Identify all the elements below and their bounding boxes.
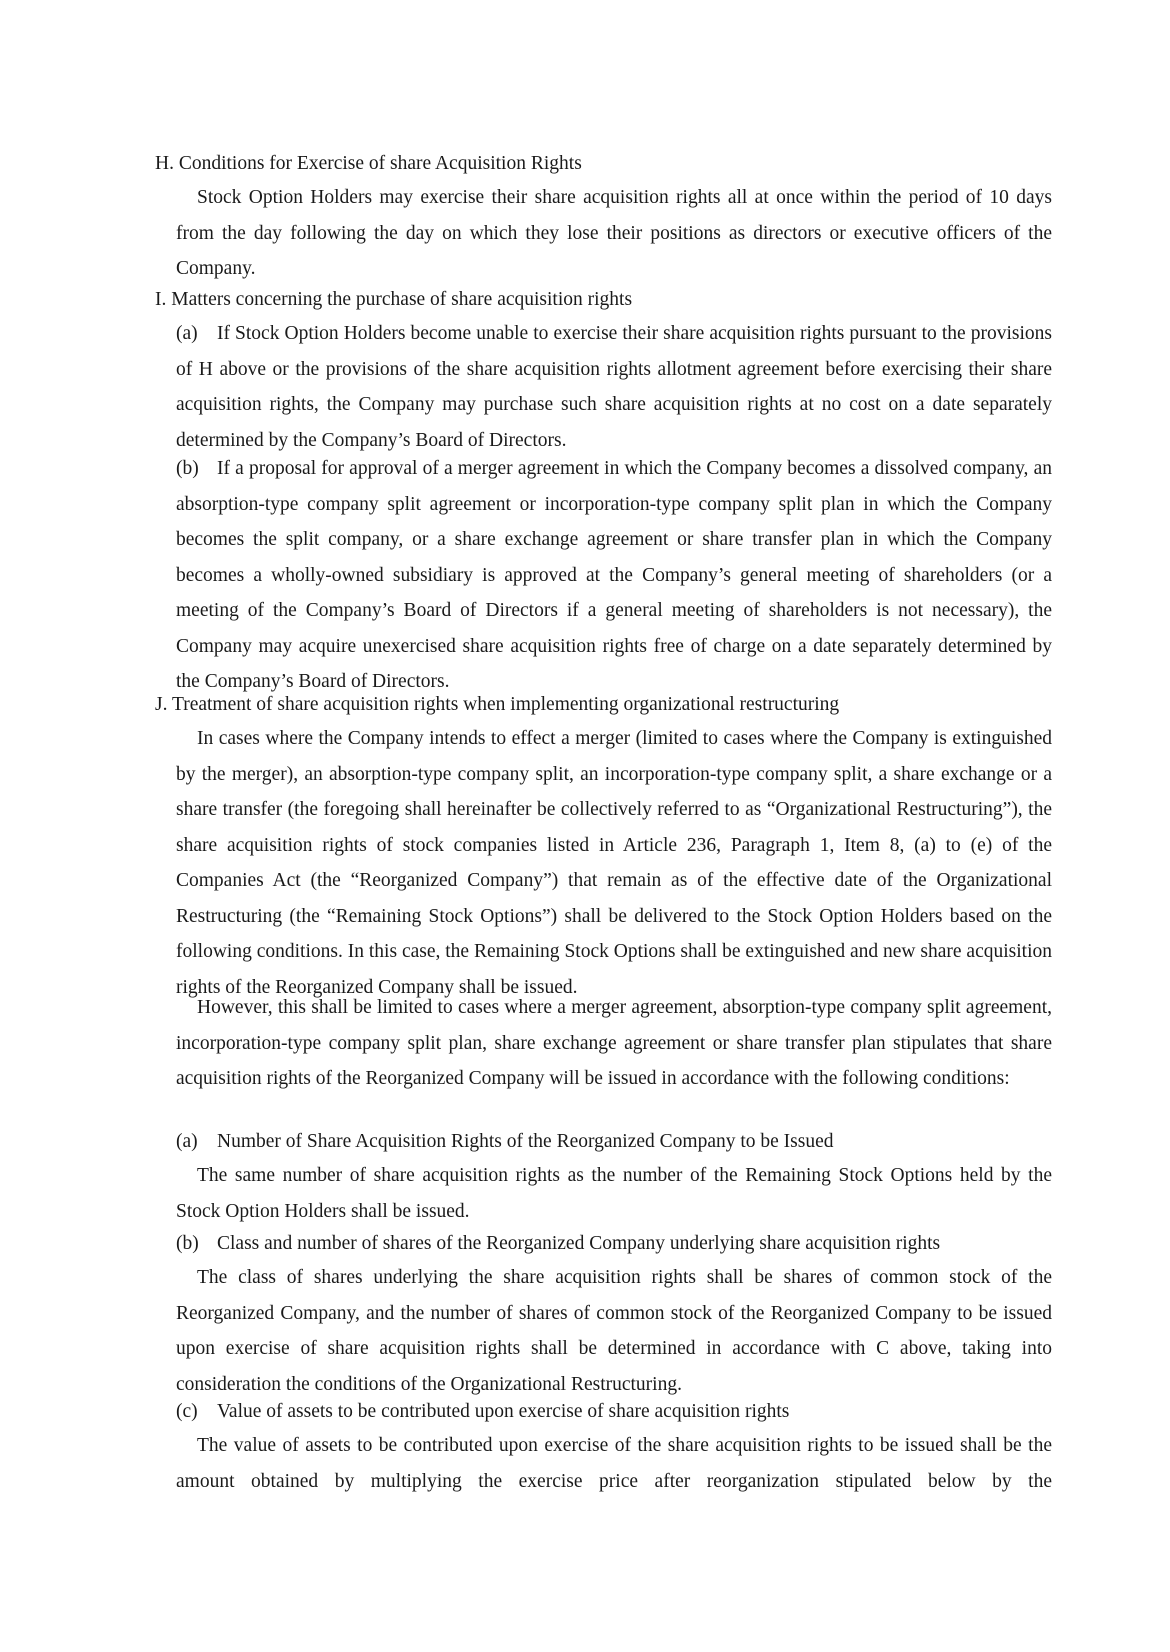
section-j-body-1: In cases where the Company intends to effect a merger (limited to cases where the Company is extinguished by the merger), an absorption-type company split, an incorporation-type company split, a share exchange or a share transfer (the foregoing shall hereinafter be collectively referred to as “Organizational Restructuring”), the share acquisition rights of stock companies listed in Article 236, Paragraph 1, Item 8, (a) to (e) of the Companies Act (the “Reorganized Company”) that remain as of the effective date of the Organizational Restructuring (the “Remaining Stock Options”) shall be delivered to the Stock Option Holders based on the following conditions. In this case, the Remaining Stock Options shall be extinguished and new share acquisition rights of the Reorganized Company shall be issued. (176, 728, 1052, 998)
section-j-heading: J. Treatment of share acquisition rights when implementing organizational restructuring (155, 694, 840, 715)
item-text: If Stock Option Holders become unable to exercise their share acquisition rights pursuant to the provisions of H above or the provisions of the share acquisition rights allotment agreement before exercising their share acquisition rights, the Company may purchase such share acquisition rights at no cost on a date separately determined by the Company’s Board of Directors. (176, 323, 1052, 451)
section-j-subitem-c-title (176, 1394, 1052, 1430)
section-h-body: Stock Option Holders may exercise their share acquisition rights all at once within the period of 10 days from the day following the day on which they lose their positions as directors or executive officers of the Company. (176, 187, 1052, 279)
subitem-title: Number of Share Acquisition Rights of the Reorganized Company to be Issued (217, 1131, 834, 1152)
subitem-marker: (b) (176, 1233, 199, 1254)
section-j-body-2: However, this shall be limited to cases where a merger agreement, absorption-type company split agreement, incorporation-type company split plan, share exchange agreement or share transfer plan stipulates that share acquisition rights of the Reorganized Company will be issued in accordance with the following conditions: (176, 997, 1052, 1089)
section-j-subitem-a-text: The same number of share acquisition rights as the number of the Remaining Stock Options held by the Stock Option Holders shall be issued. (176, 1165, 1052, 1222)
item-marker: (a) (176, 323, 198, 344)
item-marker: (b) (176, 458, 199, 479)
item-text: If a proposal for approval of a merger agreement in which the Company becomes a dissolved company, an absorption-type company split agreement or incorporation-type company split plan in which the Company becomes the split company, or a share exchange agreement or share transfer plan in which the Company becomes a wholly-owned subsidiary is approved at the Company’s general meeting of shareholders (or a meeting of the Company’s Board of Directors if a general meeting of shareholders is not necessary), the Company may acquire unexercised share acquisition rights free of charge on a date separately determined by the Company’s Board of Directors. (176, 458, 1052, 692)
section-j-subitem-b-text: The class of shares underlying the share acquisition rights shall be shares of common stock of the Reorganized Company, and the number of shares of common stock of the Reorganized Company to be issued upon exercise of share acquisition rights shall be determined in accordance with C above, taking into consideration the conditions of the Organizational Restructuring. (176, 1267, 1052, 1395)
subitem-title: Class and number of shares of the Reorganized Company underlying share acquisition rights (217, 1233, 941, 1254)
subitem-title: Value of assets to be contributed upon exercise of share acquisition rights (217, 1401, 790, 1422)
section-h-heading: H. Conditions for Exercise of share Acquisition Rights (155, 153, 582, 174)
section-j-subitem-b-title (176, 1226, 1052, 1262)
subitem-marker: (c) (176, 1401, 198, 1422)
section-j-subitem-a-title (176, 1124, 1052, 1160)
section-i-item-a (176, 316, 1052, 458)
subitem-marker: (a) (176, 1131, 198, 1152)
section-i-heading: I. Matters concerning the purchase of share acquisition rights (155, 289, 633, 310)
section-j-subitem-c-text: The value of assets to be contributed upon exercise of the share acquisition rights to be issued shall be the amount obtained by multiplying the exercise price after reorganization stipulated below by the (176, 1435, 1052, 1492)
section-i-item-b (176, 451, 1052, 700)
